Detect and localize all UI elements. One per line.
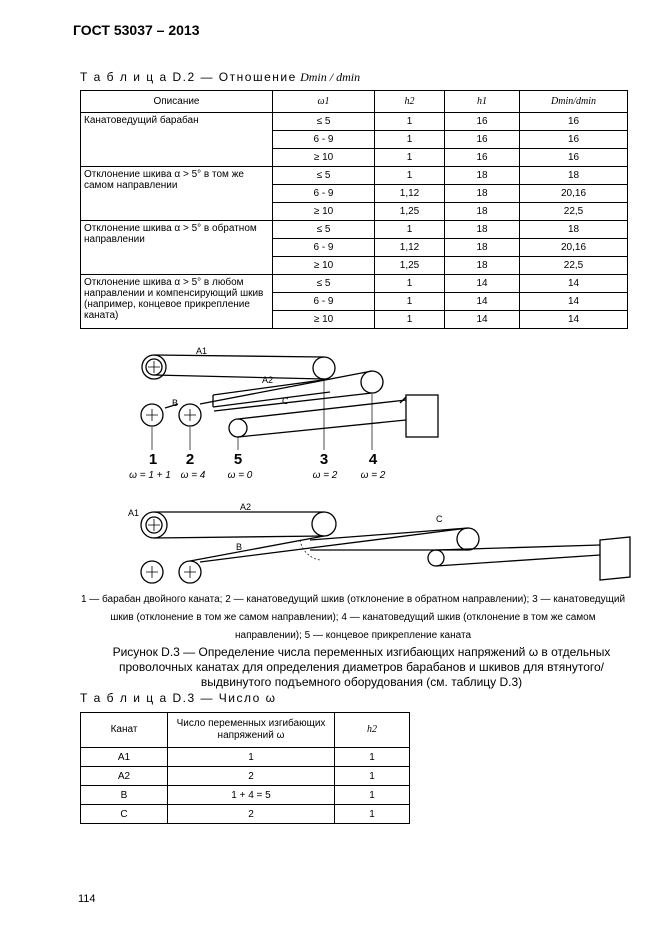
label-a2-bottom: A2	[240, 502, 252, 512]
table-cell: 2	[168, 805, 335, 824]
table-cell: ≥ 10	[273, 257, 375, 275]
label-w3: ω = 2	[312, 470, 338, 481]
table-cell: 16	[445, 113, 520, 131]
table-cell: 1	[375, 131, 445, 149]
table-cell: ≤ 5	[273, 275, 375, 293]
table-cell: 6 - 9	[273, 131, 375, 149]
table-d2-caption-formula: Dmin / dmin	[300, 70, 361, 84]
table-d3-caption: Т а б л и ц а D.3 — Число ω	[80, 691, 277, 705]
table-cell: 20,16	[520, 239, 628, 257]
table-cell: 18	[445, 185, 520, 203]
label-n1: 1	[148, 451, 158, 468]
sheave-3	[313, 357, 335, 379]
column-header: ω1	[273, 91, 375, 113]
table-cell: 1	[375, 311, 445, 329]
label-c: C	[282, 396, 289, 406]
table-cell: 1	[335, 767, 410, 786]
table-cell: 16	[520, 131, 628, 149]
label-b-bottom: B	[236, 542, 243, 552]
table-cell: B	[81, 786, 168, 805]
table-cell: A2	[81, 767, 168, 786]
table-cell: 18	[445, 257, 520, 275]
table-cell: 14	[520, 275, 628, 293]
table-row	[81, 113, 628, 131]
figure-caption: Рисунок D.3 — Определение числа переменных изгибающих напряжений ω в отдельных проволочных канатах для определения диаметров барабанов и шкивов для втянутого/выдвинутого подъемного оборудования (см. таблицу D.3)	[112, 645, 611, 689]
table-row	[81, 275, 628, 293]
table-row	[81, 805, 410, 824]
column-header: h2	[335, 713, 410, 748]
group-description: Отклонение шкива α > 5° в том же самом направлении	[81, 167, 273, 221]
table-cell: 1 + 4 = 5	[168, 786, 335, 805]
table-cell: ≥ 10	[273, 203, 375, 221]
label-n4: 4	[368, 451, 378, 468]
table-d3	[80, 712, 410, 824]
table-row	[81, 767, 410, 786]
table-cell: ≥ 10	[273, 149, 375, 167]
group-description: Отклонение шкива α > 5° в любом направлении и компенсирующий шкив (например, концевое прикрепление каната)	[81, 275, 273, 329]
table-cell: 18	[445, 239, 520, 257]
table-cell: 2	[168, 767, 335, 786]
table-cell: 16	[520, 113, 628, 131]
label-n3: 3	[319, 451, 329, 468]
table-cell: 1	[335, 748, 410, 767]
column-header: h1	[445, 91, 520, 113]
table-cell: ≥ 10	[273, 311, 375, 329]
table-header-row	[81, 91, 628, 113]
table-cell: 6 - 9	[273, 239, 375, 257]
column-header: Канат	[81, 713, 168, 748]
sheave-bottom-3	[312, 512, 336, 536]
table-row	[81, 748, 410, 767]
table-cell: 22,5	[520, 257, 628, 275]
table-cell: C	[81, 805, 168, 824]
label-w5: ω = 0	[227, 470, 253, 481]
table-cell: ≤ 5	[273, 167, 375, 185]
table-cell: 1	[375, 293, 445, 311]
label-a1-bottom: A1	[128, 508, 140, 518]
table-d2-caption-text: Т а б л и ц а D.2 — Отношение	[80, 70, 297, 84]
top-diagram	[141, 355, 438, 450]
table-cell: 1,12	[375, 185, 445, 203]
sheave-bottom-4	[457, 528, 479, 550]
table-cell: 1	[335, 805, 410, 824]
label-w1: ω = 1 + 1	[129, 470, 171, 481]
label-n5: 5	[233, 451, 243, 468]
table-cell: 20,16	[520, 185, 628, 203]
table-cell: 1	[335, 786, 410, 805]
label-a2: A2	[262, 375, 274, 385]
column-header: h2	[375, 91, 445, 113]
table-cell: 1	[375, 149, 445, 167]
document-header: ГОСТ 53037 – 2013	[73, 22, 200, 38]
table-cell: A1	[81, 748, 168, 767]
group-description: Канатоведущий барабан	[81, 113, 273, 167]
column-header: Описание	[81, 91, 273, 113]
table-d2-caption	[80, 70, 360, 85]
table-cell: 16	[520, 149, 628, 167]
table-cell: 18	[520, 221, 628, 239]
table-cell: 18	[520, 167, 628, 185]
page-number: 114	[78, 893, 96, 905]
label-w2: ω = 4	[180, 470, 206, 481]
label-a1: A1	[196, 346, 208, 356]
table-cell: 18	[445, 221, 520, 239]
table-cell: 1,25	[375, 257, 445, 275]
column-header: Dmin/dmin	[520, 91, 628, 113]
table-header-row	[81, 713, 410, 748]
group-description: Отклонение шкива α > 5° в обратном направлении	[81, 221, 273, 275]
table-cell: 6 - 9	[273, 293, 375, 311]
sheave-4	[361, 371, 383, 393]
table-cell: 1	[375, 113, 445, 131]
table-cell: 16	[445, 149, 520, 167]
table-cell: 22,5	[520, 203, 628, 221]
table-cell: 1,12	[375, 239, 445, 257]
table-cell: 1,25	[375, 203, 445, 221]
table-d2	[80, 90, 628, 329]
table-cell: 1	[168, 748, 335, 767]
table-row	[81, 167, 628, 185]
column-header: Число переменных изгибающих напряжений ω	[168, 713, 335, 748]
figure-legend: 1 — барабан двойного каната; 2 — канатоведущий шкив (отклонение в обратном направлении); 3 — канатоведущий шкив (отклонение в том же самом направлении); 4 — канатоведущий шкив (отклонение в том же самом направлении); 5 — концевое прикрепление каната	[80, 594, 626, 641]
end-anchor-bottom	[428, 550, 444, 566]
table-cell: 6 - 9	[273, 185, 375, 203]
label-n2: 2	[185, 451, 195, 468]
table-cell: ≤ 5	[273, 221, 375, 239]
table-row	[81, 786, 410, 805]
table-cell: 14	[520, 293, 628, 311]
label-b: B	[172, 398, 179, 408]
table-cell: 14	[520, 311, 628, 329]
table-cell: 14	[445, 293, 520, 311]
table-cell: 1	[375, 167, 445, 185]
table-cell: 1	[375, 275, 445, 293]
label-c-bottom: C	[436, 514, 443, 524]
label-w4: ω = 2	[360, 470, 386, 481]
table-cell: 18	[445, 167, 520, 185]
table-cell: 16	[445, 131, 520, 149]
figure-d3-diagram	[0, 340, 661, 590]
bottom-diagram	[141, 512, 630, 583]
table-cell: 1	[375, 221, 445, 239]
table-cell: 14	[445, 275, 520, 293]
end-anchor-5	[229, 419, 247, 437]
table-row	[81, 221, 628, 239]
table-cell: ≤ 5	[273, 113, 375, 131]
table-cell: 18	[445, 203, 520, 221]
table-cell: 14	[445, 311, 520, 329]
